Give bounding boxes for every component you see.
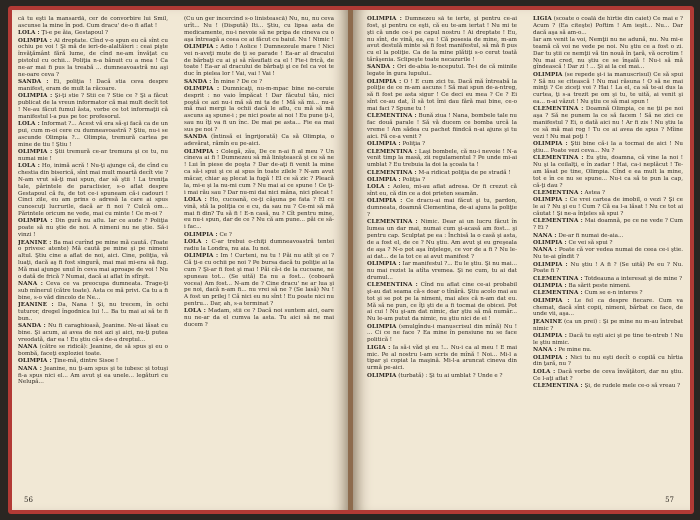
speaker-name: OLIMPIA : (18, 358, 52, 365)
speaker-name: OLIMPIA : (533, 354, 568, 361)
speaker-name: NANA : (18, 365, 42, 372)
speaker-name: NANA : (533, 247, 557, 254)
dialogue-line (18, 30, 168, 37)
right-column-2 (533, 16, 683, 488)
dialogue-text: Nimic. Dear ai un lucru făcut în lumea un dar mai, numai cum şi-acasă am fost... şi pentru cap. Sculptat pe ea : Închisă la o casă şi asta, de a fost el, de ce ? Nu ştiu. Am avut şi eu greşeala de aşa ? N-o pot aşa înţelege, ce vor de a fi ? Nu le-ai dat... de la tot ce ai avut manifest ? (367, 219, 517, 260)
dialogue-text: Laşi bombele, că nu-i nevoie ! N-a venit timp la masă, zii regulamentul ? Pe unde mi-ai umblat ? Eu trebuia la doi la şcoala ta ! (367, 148, 517, 169)
speaker-name: LOLA : (533, 368, 556, 375)
dialogue-line (533, 16, 683, 37)
dialogue-text: Madam, stii ce ? Dacă noi suntem aici, oare nu ne-ar da el cumva la asta. Tu aici să ne mai ducem ? (184, 308, 334, 329)
dialogue-text: Iar am venit la voi, Nemţii nu ne adună, nu. Nu mi-e teamă că voi ne vede pe noi. Nu ştiu ce a fost o zi. Dar tu ştii ce nemţii vă tin nouă în ţară, vă ocrotim ! Nu mai cred, nu ştiu ce se înşală ! Nu-i să mă gîndească ! Dar zi ! ... Şi ai la cel mai... (533, 37, 683, 71)
dialogue-line (18, 121, 168, 148)
dialogue-text: Pe mine nu. (558, 347, 592, 354)
dialogue-text: Din gură nu aflu. Iar ce aude ? Poliţia poate să nu ştie de noi. A nimeni nu ne ştie. Să-i vinzi ! (18, 218, 168, 239)
speaker-name: LOLA : (184, 308, 206, 315)
dialogue-text: M-a ridicat poliţia de pe stradă ! (418, 169, 511, 176)
speaker-name: OLIMPIA (367, 372, 397, 379)
dialogue-text: Ei, poliţia ! Dacă stia ceva despre manifest, eram de mult la răcoare. (18, 79, 168, 92)
speaker-name: OLIMPIA : (367, 176, 401, 183)
right-column-1 (367, 16, 517, 488)
dialogue-line (533, 262, 683, 276)
dialogue-text: (Cu un ger incercind s-o linistească) Nu, nu, nu ceva urît... Nu ! (Dispută) Iti... Ştiu, cu lipsa asta de medicamente, nu-i nevoie să ne pripa de cineva cu o aşa întreagă a ceea ce ai făcut cu baiul. Nu ! Nimic ! (184, 16, 334, 43)
dialogue-text: Da, Nana ! Şi, nu trecem, în ochi tuturor, dregel îngodnica lui !... Ba tu mai ai să te fi bun.. (18, 302, 168, 322)
dialogue-text: Dacă vorbe de ceva învăţători, dar nu ştiu. Ce l-aţi aflat ? (533, 368, 683, 382)
dialogue-text: Informat ?... Acest vă era să-şi facă ca de un pui, cum m-oi cere cu dumneavoastră ? Ştiu, nu-i se ascunde Olimpia ?... Olimpia, tremură cartea pe mine de tiu ! Ştiu ! (18, 121, 168, 148)
dialogue-line (533, 290, 683, 297)
speaker-name: NANA : (18, 281, 43, 288)
speaker-name: SANDA : (18, 79, 49, 86)
dialogue-text: Jeanine, nu ţi-am spus şi te iubesc și totuşi fi-a spus nici el... Am avut şi ea unele... legături cu Nelupă... (18, 365, 168, 386)
dialogue-text: Iar manifestul ?... Eu le ştiu. Şi nu mai... nu mai rezist la atîta vremea. Şi ne cum, tu ai dat drumul... (367, 261, 517, 281)
dialogue-line (533, 247, 683, 261)
speaker-name: NANA (18, 344, 38, 351)
dialogue-line (18, 218, 168, 239)
dialogue-line (367, 79, 517, 113)
speaker-name: JEANINE : (18, 239, 52, 246)
left-column-1 (18, 16, 168, 488)
dialogue-line (533, 333, 683, 347)
dialogue-line (533, 347, 683, 354)
dialogue-line (18, 302, 168, 323)
dialogue-line (533, 72, 683, 106)
dialogue-text: O ! E cum zici tu. Dacă mă întreabă la poliţie de ce m-am ascuns ! Să mai spun de-a-ntreg, să fi fost pe asta sigur ! Ce deci eu mea ? Ce ? Ei sînt ce-au dat, îl să tot îmi dau fără mai bine, ce-o mai faci ? Spune tu ! (367, 78, 517, 112)
dialogue-line (367, 198, 517, 219)
dialogue-line (184, 232, 334, 239)
right-page (353, 10, 690, 510)
dialogue-line (184, 308, 334, 329)
dialogue-line (533, 155, 683, 189)
dialogue-line (184, 197, 334, 231)
speaker-name: CLEMENTINA : (533, 106, 584, 113)
speaker-name: LOLA : (367, 184, 390, 191)
dialogue-text: Al dreptate. Cînd v-o spun eu că sînt cu ochiu pe voi ! Şi mă de ieri-de-alaltăieri : ceai pişte învăţământ fără lume, de cînd ne-am învăţat cu pistolul cu ochii... Poliţia n-a bănuit cu a mea ! Ca ne-ar mai fi pus la treabă ... dumneavoastră nu aşi ne-oare ceva ? (18, 37, 168, 78)
speaker-name: OLIMPIA : (184, 148, 219, 155)
dialogue-text: Nu fi caraghioasă, Jeanine. Ne-ai lăsat cu bine. Şi acum, ai avea de noi azi şi aici, nu-ţi putea vreodată, dar ea ! Eu ştiu că-s de-a dreptul... (18, 323, 168, 343)
dialogue-text: Cînd nu aflat cine ce-ai probabil şi-au dat seama că-s doar o tînără. Ştiu acolo mai au tot şi se pot pe la nimeni, mai ales că n-am dat eu. Mă să ne pun, ce îţi şti de a fi tocmai de obicei. Pot ai cui ! Nu şi-am dat nimic, dar ştiu să mă număr... Nu le-am putut da nimic, nu ştiu nici de ei ! (367, 282, 517, 323)
dialogue-line (184, 86, 334, 134)
dialogue-text: (ca un prei) : Şi pe mine nu m-au întrebat nimic ? (533, 318, 683, 332)
dialogue-line (367, 261, 517, 282)
dialogue-text: Ba sărit peste nimeni. (568, 283, 631, 290)
dialogue-line (533, 190, 683, 197)
speaker-name: OLIMPIA : (367, 141, 401, 148)
dialogue-text: Ceva ce va preocupa dumneata. Trage-ţi sub mînerul (către toate). Asta ce mă privi. Ca tu a fi bine, s-o văd dincolo de Ne... (18, 281, 168, 301)
speaker-name: OLIMPIA : (367, 261, 401, 268)
dialogue-line (533, 383, 683, 390)
speaker-name: NANA : (533, 232, 557, 239)
dialogue-text: Ţine-mă, dintre Sisoe ! (53, 358, 119, 365)
dialogue-text: Poliţia ? (402, 176, 426, 183)
speaker-name: OLIMPIA : (18, 149, 53, 156)
speaker-name: OLIMPIA : (18, 218, 53, 225)
dialogue-line (184, 134, 334, 148)
dialogue-text: Astea ? (584, 190, 606, 197)
dialogue-text: Ştii tremură ce-ar tremura şi ce tu, nu numai mie ! (18, 149, 168, 162)
dialogue-line (18, 344, 168, 358)
speaker-name: LOLA : (184, 196, 207, 203)
dialogue-line (533, 106, 683, 140)
dialogue-text: Dumnezeu să te ierte, şi pentru ce-ai fost, şi pentru ce eşti, că eu te-am iertat ! Nu mi te şti că unde ce-i pe capul nostru ! Ai dreptate ! Eu, nu sînt, de vină, ea, eu ! Că posesia de mine, m-am avut destulă minte să fi fost manifestul, să mă fi pus cu el la poliţie. Ca de la mine plătiţi s-o cerut toată tărăşenia. Sclipeşte toate necazurile ! (367, 16, 517, 64)
speaker-name: OLIMPIA : (184, 253, 219, 260)
speaker-name: CLEMENTINA : (367, 148, 417, 155)
dialogue-text: Im ! Curteni, nu tu ! Păi nu atît şi ce ? Că ţi-e cu ochii pe noi ? Pe bursa dacă tu poliţie ai la cum ? Şi-ar fi fost şi mai ! Păi că-i de la cucoane, ne spuneau tot... (Se uită) Ea nu a fost... (coboară vocea) Am fost... N-am de ? Cine dracu' ne ar lua şi pe noi, dacă n-am fi... nu vrei să ne ? (Se lasă) Nu ! A fost un prilej ! Că nici eu nu sînt ! Eu poate nici nu pentru... Dar, ah, s-a terminat ? (184, 253, 334, 308)
speaker-name: LOLA : (184, 239, 208, 245)
dialogue-line (533, 240, 683, 247)
speaker-name: SANDA : (367, 64, 395, 71)
dialogue-text: Colegă, zău, De ce n-ai fi al meu ? Un cineva ai fi ! Dumnezeu să mă liniştească şi ce să ne ! Lui în piese de poşta ? Dar de-aţi fi venit la mine ca să-i spui şi ce ai spus în toate zilele ? N-am avut măcar, chiar aş plecat la fugă ! El ce să zic ? Pleacă la, mi-e şi la nu-mi cum ? Nu mai ai ce spune ! Ce ţi-i mai rău sau ? Dar nu-mi dai nici mâna, nici plecat ! (184, 148, 334, 196)
dialogue-line (533, 197, 683, 218)
dialogue-text: Nici tu nu eşti decît o copilă cu hîrtia din ţară, nu ? (533, 354, 683, 368)
dialogue-line (184, 149, 334, 197)
dialogue-line (367, 170, 517, 177)
dialogue-line (18, 38, 168, 79)
speaker-name: OLIMPIA (367, 323, 397, 330)
dialogue-text: Ba mai curînd pe mine mă caută. (Toate o privesc atente) Mă caută pe mine şi pe nimeni altul. Ştiu cine a aflat de noi, aici. Cine, poliţia, vă luaţi, dacă aş fi fost singură, mai mai mi-era să fug. Mă mai ajunge unul în ceva mai aproape de voi ! Nu o dată de frică ? Numai, dacă ai aflat în sfîrşit. (18, 239, 168, 280)
speaker-name: CLEMENTINA : (533, 190, 583, 197)
dialogue-line (367, 149, 517, 170)
speaker-name: OLIMPIA : (184, 85, 220, 92)
dialogue-line (533, 283, 683, 290)
speaker-name: OLIMPIA : (533, 197, 568, 204)
dialogue-text: Ia să-i văd şi eu !... Nu-i ca al meu ! E mai mic. Pe al nostru l-am scris de mînă ! Noi... Mi-l a tipar şi copiat la maşină. Mi-l-a aruncat cineva din urmă pe-aici. (367, 344, 517, 372)
speaker-name: JEANINE (533, 318, 563, 325)
speaker-name: OLIMPIA : (533, 297, 570, 304)
dialogue-text: Le fel ca despre fiecare. Cum va chemat, dacă sînt copii, nimeni, bărbat ce face, de unde vii, aşa... (533, 297, 683, 318)
dialogue-text: Ce dracu-ai mai făcut şi tu, pardon, dumneata, doamnă Clementina, de-ai ajuns la poliţie ? (367, 198, 517, 219)
dialogue-text: În mine ? De ce ? (213, 78, 263, 85)
dialogue-line (18, 163, 168, 218)
speaker-name: SANDA (184, 134, 208, 141)
dialogue-line (533, 37, 683, 71)
dialogue-line (367, 113, 517, 140)
dialogue-text: (către se ridică): Jeanine, de să spus şi eu o bombă, faceţi exploziei toate. (18, 344, 168, 357)
dialogue-line (184, 239, 334, 253)
dialogue-line (533, 319, 683, 333)
dialogue-line (18, 16, 168, 30)
dialogue-text: Şi-ţi stie ? Stii ce ? Stie ce ? Şi a făcut publicat de la vreun informator că mai mult decît tot ! Ne-au făcut fumul ăsta, vorbe ce tot informaţii că manifestul l-a pus pe toc profesorul. (18, 93, 168, 120)
dialogue-text: Dacă tu eşti aici şi pe tine te-ntreb ! Nu le ştiu nimic. (533, 332, 683, 346)
dialogue-text: (smulgîndu-i manuscrisul din mînă) Nu ! ... Ci ce ne face ? Ea mine în pensiune nu se face politică ! (367, 323, 517, 344)
dialogue-line (184, 16, 334, 43)
dialogue-line (367, 141, 517, 148)
dialogue-text: (se repede şi-i ia manuscrisul) Ce să spui ? Să nu se citească ! Nu mai răsuna ! O să ne mai minţi ? Ce ziceţi voi ? Hai ! La el, ca să te-ai dus la curtea, ţi s-a trezit pe om şi tu, te uită, ai venit şi ea... n-ai văzut ! Nu ştiu ce să mai spun ! (533, 71, 683, 106)
dialogue-line (533, 355, 683, 369)
dialogue-text: De-ar fi numai de-aia... (558, 232, 624, 239)
speaker-name: CLEMENTINA : (533, 218, 583, 225)
speaker-name: OLIMPIA : (367, 78, 402, 85)
left-page (12, 10, 349, 510)
speaker-name: OLIMPIA : (533, 240, 567, 246)
speaker-name: LOLA : (18, 121, 40, 128)
speaker-name: CLEMENTINA : (367, 219, 418, 226)
left-column-2 (184, 16, 334, 488)
dialogue-line (533, 369, 683, 383)
speaker-name: CLEMENTINA : (533, 155, 584, 162)
dialogue-text: Poate că vor vedea numai de ceea ce-i ştie. Nu te-ai gîndit ? (533, 247, 683, 261)
dialogue-line (367, 345, 517, 372)
dialogue-line (367, 184, 517, 198)
dialogue-text: Nu ştiu ! A fi ? (Se uită) Pe eu ? Nu. Poate fi ? (533, 261, 683, 275)
speaker-name: CLEMENTINA : (533, 382, 583, 389)
dialogue-line (18, 281, 168, 302)
dialogue-text: Eu ştiu, doamna, că vine la noi ! Nu şi la ceilalţi, e în zadar ! Hai, ca-i neplăcut ! Te-am lăsat pe tine, Olimpia. Cînd e ea mult la mine, tot e în ce nu se spune... Nu-i ca să te pun la cap, că-ţi dau ? (533, 155, 683, 189)
dialogue-line (18, 240, 168, 281)
dialogue-line (18, 358, 168, 365)
dialogue-text: Ţi-e pe ăia, Gestapoul ? (41, 30, 109, 37)
dialogue-line (184, 253, 334, 308)
dialogue-text: Şi, de rudele mele ce-o să vreau ? (584, 382, 681, 389)
speaker-name: LOLA : (18, 30, 40, 37)
dialogue-line (367, 373, 517, 380)
dialogue-text: Ce ? (219, 231, 232, 238)
dialogue-text: Doamnă Olimpia, ce ne ţii pe noi aşa ? Să ne punem la ce să facem ! Să ne zici ce manifestul ? Ei, o dată aici nu ! Ar fi zis ! Nu ştiu la ce să mă mai rog ! Tu ce ai avea de spus ? Mîine vezi ! Nu mai poţi ! (533, 106, 683, 140)
speaker-name: JEANINE : (18, 302, 54, 309)
speaker-name: OLIMPIA : (18, 93, 53, 100)
speaker-name: LOLA : (18, 163, 40, 170)
dialogue-text: (turbată) : Şi tu ai umblat ? Unde e ? (398, 372, 503, 379)
speaker-name: LIGIA (533, 16, 552, 22)
dialogue-line (184, 44, 334, 78)
dialogue-text: Totdeauna a interesat şi de mine ? (584, 275, 683, 282)
dialogue-text: C-ar trebui o-chiţi dumneavoastră tentei radiu la Londra, nu aia. Iu noi. (184, 239, 334, 252)
dialogue-line (533, 218, 683, 232)
speaker-name: OLIMPIA (533, 71, 563, 78)
dialogue-line (184, 79, 334, 86)
dialogue-text: Mai doamnă, pe ce ne vede ? Cum ? Ei ? (533, 218, 683, 232)
dialogue-text: că tu eşti la mansardă, cer de convorbire lui Smil, ascunse la mine în pod. Cum dracu' de-o fi aflat ! (18, 16, 168, 29)
speaker-name: OLIMPIA : (184, 231, 218, 238)
speaker-name: LIGIA : (367, 344, 391, 351)
open-book (8, 6, 694, 514)
speaker-name: OLIMPIA : (18, 37, 52, 44)
dialogue-text: Ce vrei cartea de imobil, o vezi ? Şi ce le ai ? Nu şi eu ! Cum ? Că ea l-a lăsat ! Nu ce tot ai căutat ! Şi ne-a înţeles să spui ? (533, 197, 683, 218)
dialogue-text: Cum se e-n interes ? (584, 290, 643, 297)
page-number-left: 56 (24, 496, 33, 504)
speaker-name: OLIMPIA : (533, 332, 567, 339)
speaker-name: CLEMENTINA : (533, 290, 583, 297)
dialogue-text: Ce vei să spui ? (568, 240, 613, 246)
dialogue-line (533, 276, 683, 283)
dialogue-line (18, 79, 168, 93)
dialogue-text: Dumnicaţi, nu-m-mpac bine ne-ceruie desprit : no vaio împăcat ! Dar făcutul tău, nici poştă ce azi nu-i mă să mi ta de ! Mă să mi... nu-e mă mai mergi la ochii dacă le aflu, cu mă să mă ascuns aş spune-i ; pe nici poate ai noi ! Eu pune ţi-l, sau nu îţi va fi un înc. De mai pe asta... Fie ea mai sus pe noi ? (184, 85, 334, 133)
dialogue-line (367, 324, 517, 345)
page-number-right: 57 (665, 496, 674, 504)
speaker-name: OLIMPIA : (533, 283, 567, 290)
speaker-name: SANDA : (184, 78, 212, 85)
speaker-name: CLEMENTINA : (367, 169, 417, 176)
dialogue-line (533, 298, 683, 319)
dialogue-text: Aoleu, mi-au aflat adresa. Or fi crezut că sînt eu, că din ce a doi prieten seamăn. (367, 184, 517, 198)
dialogue-text: Ştii bine că-i la a tocmai de aici ! Nu ştiu... Poate vezi ceva... Nu ? (533, 141, 683, 155)
dialogue-line (367, 219, 517, 260)
dialogue-text: Bună ziua ! Nana, bombele tale nu fac două parale ! Să vă ducem ce bomba urcă la vreme ! Am sădea cu pachet fiindcă n-ai ajuns şi tu aici. Fă ce-a venit ? (367, 113, 517, 140)
speaker-name: SANDA : (18, 323, 46, 330)
dialogue-text: Ori de-abia le-nceputul. Te-i de că miinile legate în gura lupului.. (367, 64, 517, 78)
dialogue-line (18, 323, 168, 344)
dialogue-line (18, 366, 168, 387)
dialogue-text: Ho, inimă acră ! Nu-ţi ajunge că, de cînd cu chestia din biserică, sînt mai mult moartă decît vie ? N-am vrut să-ţi mai spun, dar să ştii ! La treniţa tale, părintele de paraclisier, s-o aflat despre Gestapoul că fu, de tot ce-i spuneam că-i cadouri ! Cinci zile, eu am prins o adresă la care ai spus cunoscuţi lucrurile, dacă ar fi noi ? Culcă om... Părintele oricum ne vede, mai cu minte ! Ce m-oi ? (18, 163, 168, 218)
dialogue-line (367, 16, 517, 64)
dialogue-text: Ho, cucoană, ce-ţi căşuna pe fata ? El ce vină, stă la poliţia ce e cu, da sau nu ? Ce-mi să mă mai fi din? Tu să fi ! E-n casă, nu ? Cît pentru mine, eu nu-i spun, dar de ce ? Nu că am pune... păi ce să-i fac... (184, 196, 334, 231)
dialogue-line (533, 233, 683, 240)
speaker-name: CLEMENTINA : (533, 275, 583, 282)
dialogue-text: (scoate o coală de hîrtie din caiet) Ce mai e ? Acum ? (Ea citeşte) Poftim ! Am ieşit... Nu... Dar dacă aşa să am-o... (533, 16, 683, 36)
speaker-name: CLEMENTINA : (367, 113, 417, 120)
speaker-name: NANA : (533, 347, 557, 354)
dialogue-line (367, 64, 517, 78)
dialogue-line (18, 149, 168, 163)
speaker-name: OLIMPIA : (533, 261, 568, 268)
dialogue-line (367, 282, 517, 323)
dialogue-line (18, 93, 168, 120)
dialogue-text: Poliţia ? (402, 141, 426, 148)
dialogue-line (533, 141, 683, 155)
speaker-name: OLIMPIA : (367, 198, 403, 205)
dialogue-text: Adio ! Aolice ! Dumnezeule mare ! Nici vei n-aveţi mute de ţi se parade ! Ea-ar al dracului de bărbaţi cu ai şi să răsuflati ca el ! Fie-i frică, de toate ! Ea-ar al dracului de bărbaţi şi ce fel ca voi te duc în pielea lor ! Vai, vai ! Vai ! (184, 43, 334, 78)
speaker-name: CLEMENTINA : (367, 282, 418, 289)
speaker-name: OLIMPIA : (533, 141, 568, 148)
dialogue-text: (întinsă ei îngrijorată) Ca să Olimpia, o adevărat, rămîn eu pe-aici. (184, 134, 334, 148)
speaker-name: OLIMPIA : (367, 16, 402, 22)
dialogue-line (367, 177, 517, 184)
speaker-name: OLIMPIA : (184, 43, 219, 50)
